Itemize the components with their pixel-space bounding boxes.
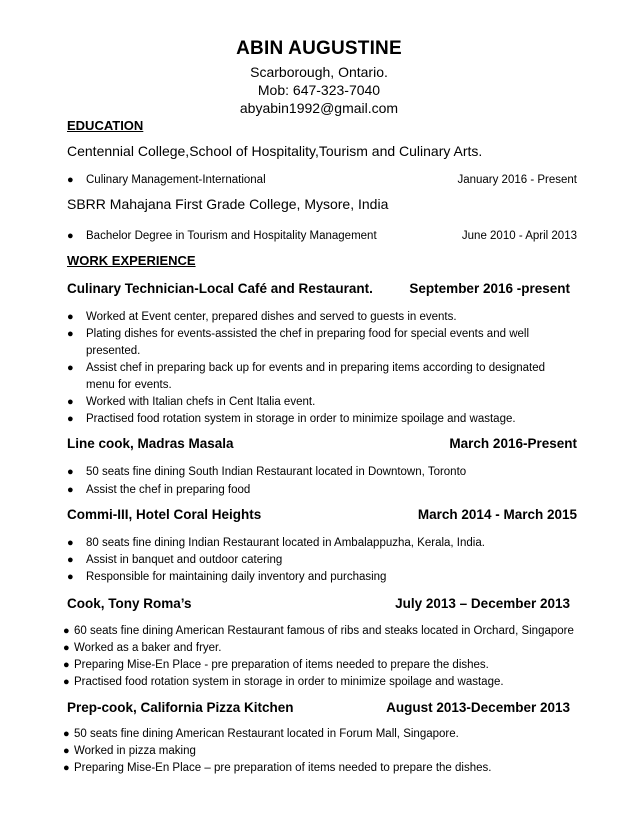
- bullet-text: 60 seats fine dining American Restaurant famous of ribs and steaks located in Orchard, Singapore: [74, 625, 574, 637]
- bullet-icon: ●: [67, 311, 74, 323]
- bullet-text: Assist in banquet and outdoor catering: [86, 554, 283, 566]
- job-title: Prep-cook, California Pizza Kitchen: [67, 700, 294, 715]
- bullet-text: Responsible for maintaining daily inventory and purchasing: [86, 571, 387, 583]
- job-dates: March 2014 - March 2015: [417, 507, 577, 522]
- bullet-icon: ●: [63, 762, 70, 774]
- bullet-icon: ●: [63, 625, 70, 637]
- education-dates: January 2016 - Present: [457, 174, 577, 186]
- bullet-text: Plating dishes for events-assisted the chef in preparing food for special events and well: [86, 328, 530, 340]
- email: abyabin1992@gmail.com: [239, 100, 399, 116]
- bullet-icon: ●: [67, 413, 74, 425]
- bullet-text: Worked at Event center, prepared dishes and served to guests in events.: [86, 311, 457, 323]
- bullet-text: 80 seats fine dining Indian Restaurant located in Ambalappuzha, Kerala, India.: [86, 537, 485, 549]
- job-dates: July 2013 – December 2013: [395, 596, 570, 611]
- bullet-text: Worked in pizza making: [74, 745, 196, 757]
- job-dates: March 2016-Present: [449, 436, 577, 451]
- bullet-icon: ●: [63, 659, 70, 671]
- bullet-text: Assist the chef in preparing food: [86, 484, 251, 496]
- bullet-icon: ●: [67, 571, 74, 583]
- bullet-icon: ●: [67, 362, 74, 374]
- bullet-text: Practised food rotation system in storage in order to minimize spoilage and wastage.: [74, 676, 504, 688]
- education-heading: EDUCATION: [67, 118, 144, 133]
- phone: Mob: 647-323-7040: [257, 82, 381, 98]
- bullet-icon: ●: [67, 230, 74, 242]
- bullet-continuation: presented.: [86, 345, 141, 357]
- location: Scarborough, Ontario.: [250, 64, 388, 80]
- job-title: Cook, Tony Roma’s: [67, 596, 192, 611]
- job-title: Commi-III, Hotel Coral Heights: [67, 507, 262, 522]
- bullet-icon: ●: [63, 676, 70, 688]
- bullet-icon: ●: [63, 745, 70, 757]
- candidate-name: ABIN AUGUSTINE: [236, 38, 402, 59]
- program: Culinary Management-International: [86, 174, 266, 186]
- job-dates: August 2013-December 2013: [386, 700, 570, 715]
- bullet-icon: ●: [67, 484, 74, 496]
- bullet-icon: ●: [63, 728, 70, 740]
- bullet-icon: ●: [67, 537, 74, 549]
- bullet-icon: ●: [63, 642, 70, 654]
- bullet-icon: ●: [67, 554, 74, 566]
- school-name: Centennial College,School of Hospitality,Tourism and Culinary Arts.: [67, 143, 483, 159]
- bullet-text: 50 seats fine dining American Restaurant located in Forum Mall, Singapore.: [74, 728, 459, 740]
- job-title: Culinary Technician-Local Café and Restaurant.: [67, 281, 373, 296]
- bullet-text: Preparing Mise-En Place – pre preparation of items needed to prepare the dishes.: [74, 762, 492, 774]
- education-dates: June 2010 - April 2013: [461, 230, 577, 242]
- school-name: SBRR Mahajana First Grade College, Mysore, India: [67, 196, 389, 212]
- bullet-text: Assist chef in preparing back up for events and in preparing items according to designated: [86, 362, 545, 374]
- bullet-icon: ●: [67, 328, 74, 340]
- bullet-icon: ●: [67, 174, 74, 186]
- bullet-text: 50 seats fine dining South Indian Restaurant located in Downtown, Toronto: [86, 466, 467, 478]
- bullet-text: Preparing Mise-En Place - pre preparation of items needed to prepare the dishes.: [74, 659, 489, 671]
- work-experience-heading: WORK EXPERIENCE: [67, 253, 196, 268]
- job-title: Line cook, Madras Masala: [67, 436, 234, 451]
- bullet-text: Worked with Italian chefs in Cent Italia event.: [86, 396, 316, 408]
- bullet-text: Worked as a baker and fryer.: [74, 642, 222, 654]
- bullet-continuation: menu for events.: [86, 379, 172, 391]
- program: Bachelor Degree in Tourism and Hospitality Management: [86, 230, 377, 242]
- bullet-icon: ●: [67, 466, 74, 478]
- job-dates: September 2016 -present: [409, 281, 570, 296]
- bullet-text: Practised food rotation system in storage in order to minimize spoilage and wastage.: [86, 413, 516, 425]
- bullet-icon: ●: [67, 396, 74, 408]
